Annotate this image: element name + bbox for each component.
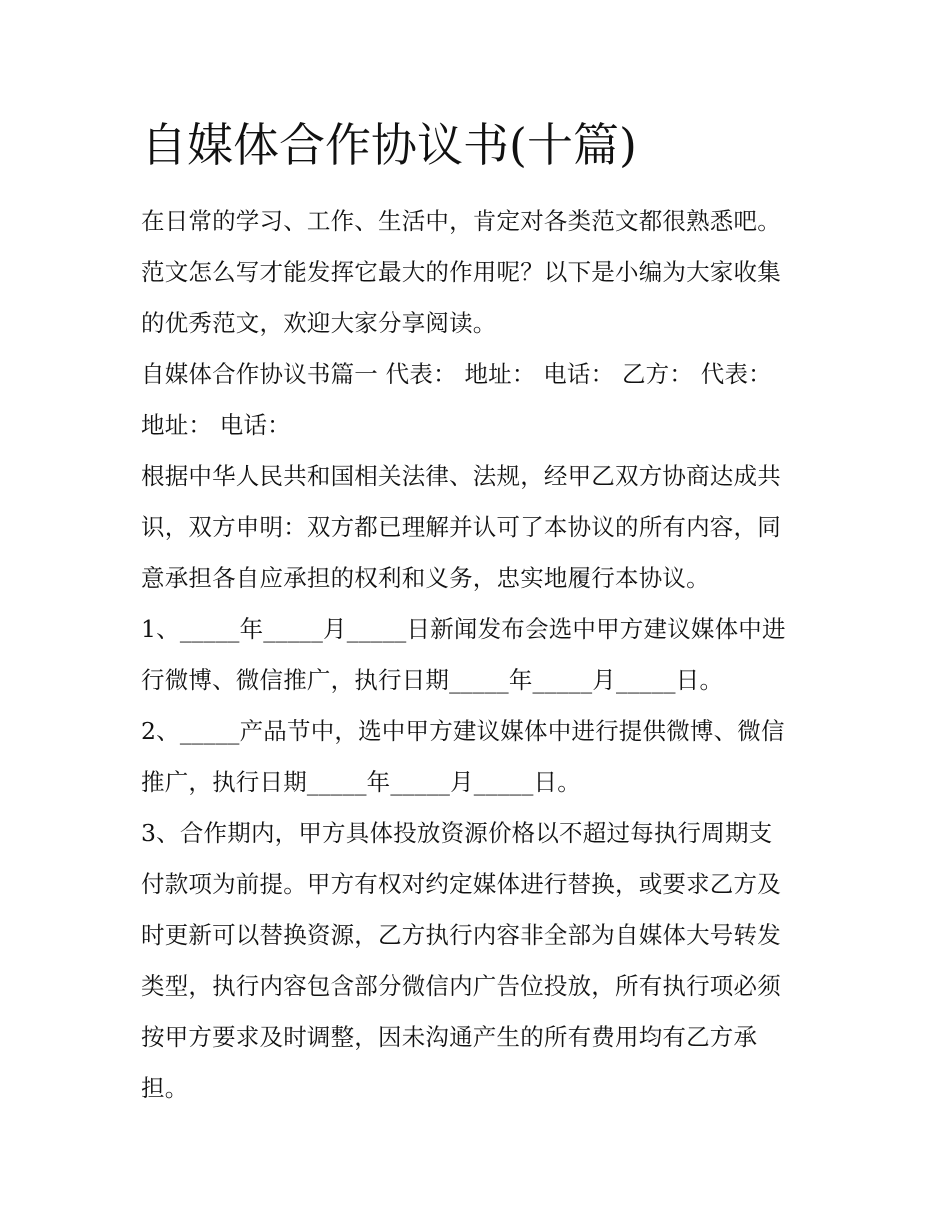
clause-2-line-1: 2、_____产品节中，选中甲方建议媒体中进行提供微博、微信 xyxy=(141,717,785,745)
clause-3-line-3: 时更新可以替换资源，乙方执行内容非全部为自媒体大号转发 xyxy=(141,921,781,949)
document-title: 自媒体合作协议书(十篇) xyxy=(141,118,637,172)
parties-line-2: 地址： 电话： xyxy=(141,411,291,439)
clause-2-paragraph xyxy=(141,706,821,808)
basis-paragraph xyxy=(141,451,821,604)
clause-3-line-2: 付款项为前提。甲方有权对约定媒体进行替换，或要求乙方及 xyxy=(141,870,781,898)
intro-paragraph xyxy=(141,196,821,349)
parties-paragraph xyxy=(141,349,821,451)
clause-2-line-2: 推广，执行日期_____年_____月_____日。 xyxy=(141,768,581,796)
clause-3-line-4: 类型，执行内容包含部分微信内广告位投放，所有执行项必须 xyxy=(141,972,781,1000)
clause-1-line-1: 1、_____年_____月_____日新闻发布会选中甲方建议媒体中进 xyxy=(141,615,786,643)
clause-3-line-6: 担。 xyxy=(141,1074,189,1102)
clause-3-paragraph xyxy=(141,808,821,1114)
clause-1-paragraph xyxy=(141,604,821,706)
intro-line-1: 在日常的学习、工作、生活中，肯定对各类范文都很熟悉吧。 xyxy=(141,207,781,235)
clause-3-line-5: 按甲方要求及时调整，因未沟通产生的所有费用均有乙方承 xyxy=(141,1023,758,1051)
clause-3-line-1: 3、合作期内，甲方具体投放资源价格以不超过每执行周期支 xyxy=(141,819,773,847)
clause-1-line-2: 行微博、微信推广，执行日期_____年_____月_____日。 xyxy=(141,666,724,694)
basis-line-3: 意承担各自应承担的权利和义务，忠实地履行本协议。 xyxy=(141,564,710,592)
parties-line-1: 自媒体合作协议书篇一 代表： 地址： 电话： 乙方： 代表： xyxy=(141,360,772,388)
document-page xyxy=(141,112,821,1114)
intro-line-3: 的优秀范文，欢迎大家分享阅读。 xyxy=(141,309,497,337)
intro-line-2: 范文怎么写才能发挥它最大的作用呢？以下是小编为大家收集 xyxy=(141,258,781,286)
basis-line-1: 根据中华人民共和国相关法律、法规，经甲乙双方协商达成共 xyxy=(141,462,781,490)
basis-line-2: 识，双方申明：双方都已理解并认可了本协议的所有内容，同 xyxy=(141,513,781,541)
